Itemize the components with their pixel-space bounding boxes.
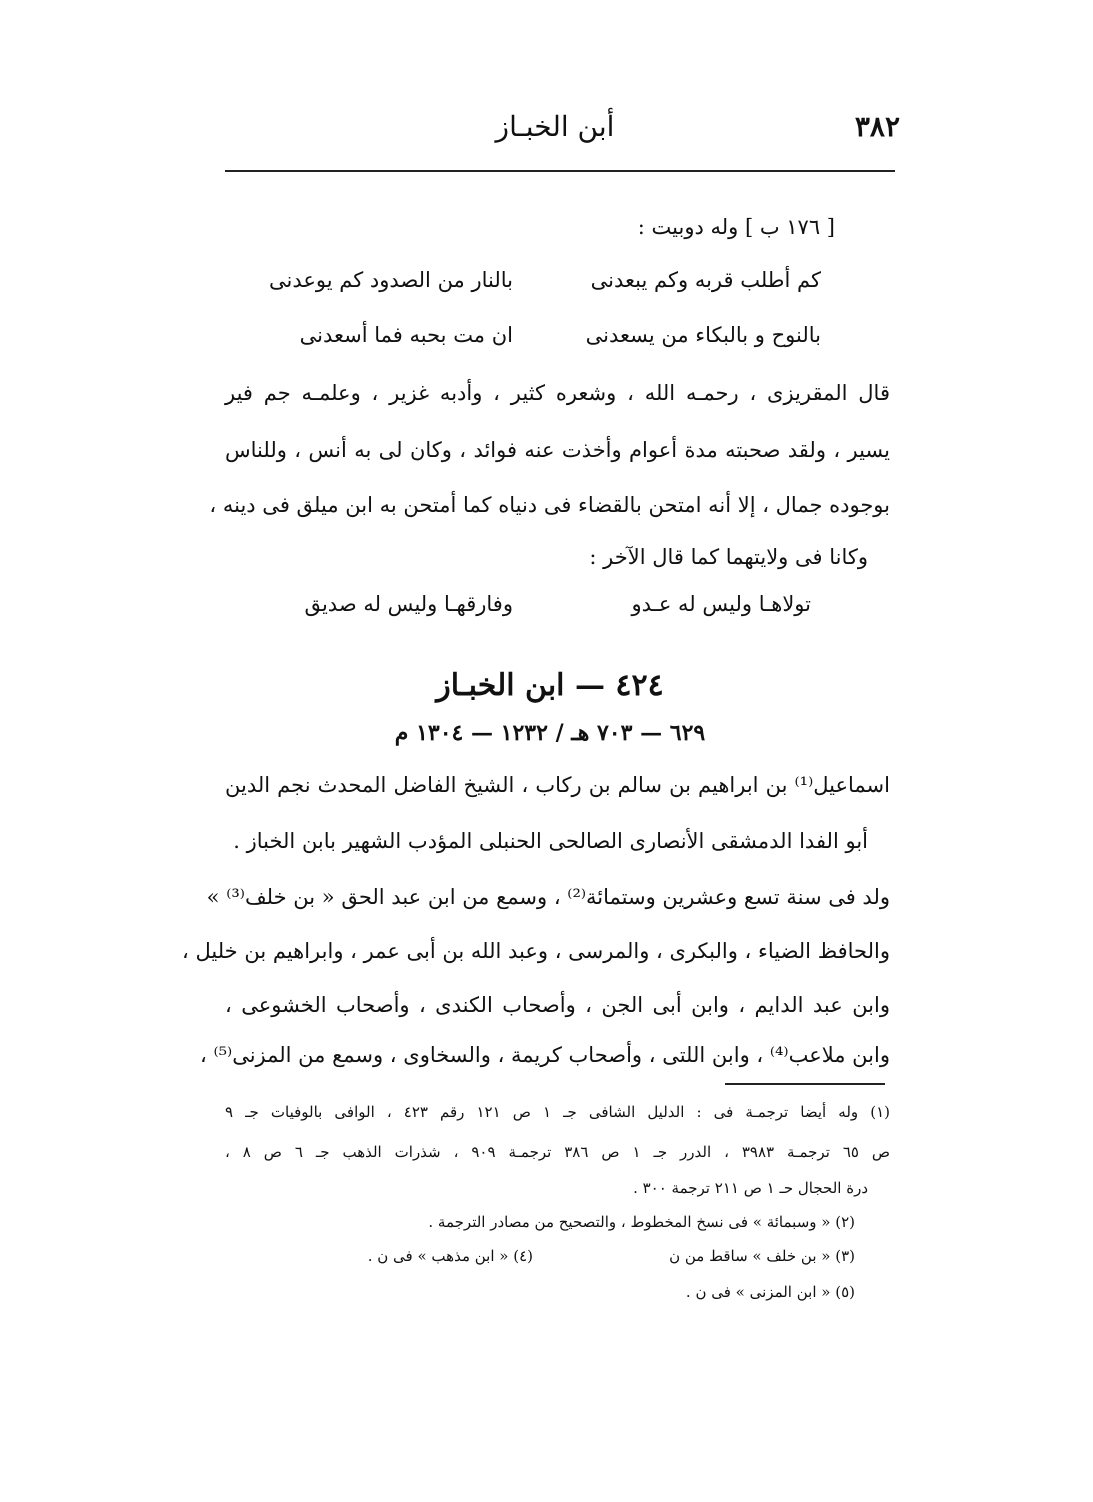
footnote-5: (٥) « ابن المزنى » فى ن . xyxy=(685,1283,855,1301)
footnote-1-line: ص ٦٥ ترجمـة ٣٩٨٣ ، الدرر جـ ١ ص ٣٨٦ ترجمـة ٩٠٩ ، شذرات الذهب جـ ٦ ص ٨ ، xyxy=(225,1143,891,1161)
verse-1-first-hemistich: كم أطلب قربه وكم يبعدنى xyxy=(590,268,821,292)
paragraph-1-line: يسير ، ولقد صحبته مدة أعوام وأخذت عنه فوائد ، وكان لى به أنس ، وللناس xyxy=(225,438,890,462)
footnote-3: (٣) « بن خلف » ساقط من ن xyxy=(669,1247,855,1265)
paragraph-1-line: وكانا فى ولايتهما كما قال الآخر : xyxy=(589,545,868,569)
verse-3-first-hemistich: تولاهـا وليس له عـدو xyxy=(631,592,811,616)
footnote-2: (٢) « وسبمائة » فى نسخ المخطوط ، والتصحيح من مصادر الترجمة . xyxy=(428,1213,855,1231)
footnote-1-line: (١) وله أيضا ترجمـة فى : الدليل الشافى جـ ١ ص ١٢١ رقم ٤٢٣ ، الوافى بالوفيات جـ ٩ xyxy=(225,1103,890,1121)
paragraph-3-line: والحافظ الضياء ، والبكرى ، والمرسى ، وعبد الله بن أبى عمر ، وابراهيم بن خليل ، xyxy=(182,939,890,963)
paragraph-3-line: وابن ملاعب⁽⁴⁾ ، وابن اللتى ، وأصحاب كريمة ، والسخاوى ، وسمع من المزنى⁽⁵⁾ ، xyxy=(199,1043,890,1067)
paragraph-2-line: أبو الفدا الدمشقى الأنصارى الصالحى الحنبلى المؤدب الشهير بابن الخباز . xyxy=(233,829,868,853)
entry-heading: ٤٢٤ — ابن الخبـاز xyxy=(436,668,664,703)
paragraph-1-line: قال المقريزى ، رحمـه الله ، وشعره كثير ، وأدبه غزير ، وعلمـه جم فير xyxy=(225,381,890,405)
entry-dates: ٦٢٩ — ٧٠٣ هـ / ١٢٣٢ — ١٣٠٤ م xyxy=(394,720,706,746)
footnote-4: (٤) « ابن مذهب » فى ن . xyxy=(367,1247,533,1265)
paragraph-2-line: اسماعيل⁽¹⁾ بن ابراهيم بن سالم بن ركاب ، الشيخ الفاضل المحدث نجم الدين xyxy=(225,773,890,797)
paragraph-1-line: بوجوده جمال ، إلا أنه امتحن بالقضاء فى دنياه كما أمتحن به ابن ميلق فى دينه ، xyxy=(209,493,890,517)
verse-2-second-hemistich: ان مت بحبه فما أسعدنى xyxy=(299,323,513,347)
verse-1-second-hemistich: بالنار من الصدود كم يوعدنى xyxy=(269,268,513,292)
footnote-1-line: درة الحجال حـ ١ ص ٢١١ ترجمة ٣٠٠ . xyxy=(633,1179,868,1197)
footnote-rule xyxy=(725,1083,885,1085)
verse-2-first-hemistich: بالنوح و بالبكاء من يسعدنى xyxy=(585,323,821,347)
verse-3-second-hemistich: وفارقهـا وليس له صديق xyxy=(304,592,513,616)
paragraph-3-line: وابن عبد الدايم ، وابن أبى الجن ، وأصحاب الكندى ، وأصحاب الخشوعى ، xyxy=(225,993,890,1017)
page-number: ٣٨٢ xyxy=(854,110,900,143)
header-rule xyxy=(225,170,895,172)
paragraph-3-line: ولد فى سنة تسع وعشرين وستمائة⁽²⁾ ، وسمع من ابن عبد الحق « بن خلف⁽³⁾ » xyxy=(206,885,890,909)
running-header-title: أبن الخبـاز xyxy=(495,110,615,143)
intro-line: [ ١٧٦ ب ] وله دوبيت : xyxy=(637,215,835,239)
